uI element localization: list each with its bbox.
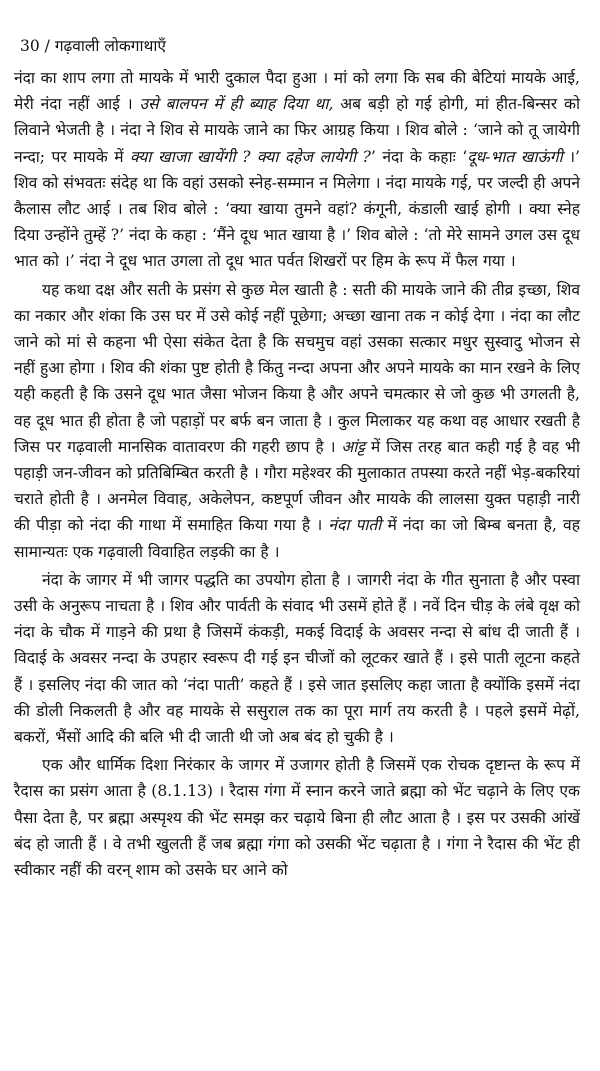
text-segment: में नंदा का जो बिम्ब बनता है, वह सामान्यतः एक गढ़वाली विवाहित लड़की का है । — [14, 516, 581, 561]
paragraph-2 — [14, 277, 580, 565]
paragraph-4 — [14, 752, 580, 883]
header-separator: / — [39, 37, 55, 55]
text-segment: ’ नंदा के कहाः ‘ — [370, 147, 468, 166]
text-segment: अब बड़ी हो गई होगी, मां हीत-बिन्सर को लिवाने भेजती है । नंदा ने शिव से मायके जाने का फिर आग्रह किया । शिव बोले : ‘जाने को तू जायेगी नन्दा; पर मायके में — [14, 95, 580, 166]
text-segment: एक और धार्मिक दिशा निरंकार के जागर में उजागर होती है जिसमें एक रोचक दृष्टान्त के रूप में रैदास का प्रसंग आता है (8.1.13) । रैदास गंगा में स्नान करने जाते ब्रह्मा को भेंट चढ़ाने के लिए एक पैसा देता है, पर ब्रह्मा अस्पृश्य की भेंट समझ कर चढ़ाये बिना ही लौट आता है । इस पर उसकी आंखें बंद हो जाती हैं । वे तभी खुलती हैं जब ब्रह्मा गंगा को उसकी भेंट चढ़ाता है । गंगा ने रैदास की भेंट ही स्वीकार नहीं की वरन् शाम को उसके घर आने को — [14, 756, 580, 880]
italic-segment: उसे बालपन में ही ब्याह दिया था, — [139, 95, 334, 114]
book-title: गढ़वाली लोकगाथाएँ — [54, 37, 167, 55]
text-segment: ।’ शिव को संभवतः संदेह था कि वहां उसको स्नेह-सम्मान न मिलेगा । नंदा मायके गई, पर जल्दी ही अपने कैलास लौट आई । तब शिव बोले : ‘क्या खाया तुमने वहां? कंगूनी, कंडाली खाई होगी । क्या स्नेह दिया उन्होंने तुम्हें ?’ नंदा के कहा : ‘मैंने दूध भात खाया है ।’ शिव बोले : ‘तो मेरे सामने उगल उस दूध भात को ।’ नंदा ने दूध भात उगला तो दूध भात पर्वत शिखरों पर हिम के रूप में फैल गया । — [14, 147, 581, 271]
italic-segment: आंट्ट — [341, 437, 365, 456]
italic-segment: क्या खाजा खायेंगी ? क्या दहेज लायेगी ? — [130, 147, 371, 166]
running-header — [20, 36, 580, 56]
text-segment: में जिस तरह बात कही गई है वह भी पहाड़ी जन-जीवन को प्रतिबिम्बित करती है । गौरा महेश्वर की मुलाकात तपस्या करते नहीं भेड़-बकरियां चराते होती है । अनमेल विवाह, अकेलेपन, कष्टपूर्ण जीवन और मायके की लालसा युक्त पहाड़ी नारी की पीड़ा को नंदा की गाथा में समाहित किया गया है । — [14, 437, 580, 535]
text-segment: यह कथा दक्ष और सती के प्रसंग से कुछ मेल खाती है : सती की मायके जाने की तीव्र इच्छा, शिव का नकार और शंका कि उस घर में उसे कोई नहीं पूछेगा; अच्छा खाना तक न कोई देगा । नंदा का लौट जाने को मां से कहना भी ऐसा संकेत देता है कि सचमुच वहां उसका सत्कार मधुर सुस्वादु भोजन से नहीं हुआ होगा । शिव की शंका पुष्ट होती है किंतु नन्दा अपना और अपने मायके का मान रखने के लिए यही कहती है कि उसने दूध भात जैसा भोजन किया है और अपने चमत्कार से जो कुछ भी उगलती है, वह दूध भात ही होता है जो पहाड़ों पर बर्फ बन जाता है । कुल मिलाकर यह कथा वह आधार रखती है जिस पर गढ़वाली मानसिक वातावरण की गहरी छाप है । — [14, 280, 580, 456]
text-segment: नंदा का शाप लगा तो मायके में भारी दुकाल पैदा हुआ । मां को लगा कि सब की बेटियां मायके आई, मेरी नंदा नहीं आई । — [14, 69, 580, 114]
italic-segment: नंदा पाती — [328, 516, 382, 535]
italic-segment: दूध-भात खाऊंगी — [467, 147, 563, 166]
page-number: 30 — [20, 37, 40, 55]
text-segment: नंदा के जागर में भी जागर पद्धति का उपयोग होता है । जागरी नंदा के गीत सुनाता है और पस्वा उसी के अनुरूप नाचता है । शिव और पार्वती के संवाद भी उसमें होते हैं । नवें दिन चीड़ के लंबे वृक्ष को नंदा के चौक में गाड़ने की प्रथा है जिसमें कंकड़ी, मकई विदाई के अवसर नन्दा से बांध दी जाती हैं । विदाई के अवसर नन्दा के उपहार स्वरूप दी गई इन चीजों को लूटकर खाते हैं । इसे पाती लूटना कहते हैं । इसलिए नंदा की जात को ‘नंदा पाती’ कहते हैं । इसे जात इसलिए कहा जाता है क्योंकि इसमें नंदा की डोली निकलती है और वह मायके से ससुराल तक का पूरा मार्ग तय करती है । पहले इसमें मेढ़ों, बकरों, भैंसों आदि की बलि भी दी जाती थी जो अब बंद हो चुकी है । — [14, 570, 580, 747]
paragraph-3 — [14, 567, 580, 750]
paragraph-1 — [14, 65, 580, 275]
